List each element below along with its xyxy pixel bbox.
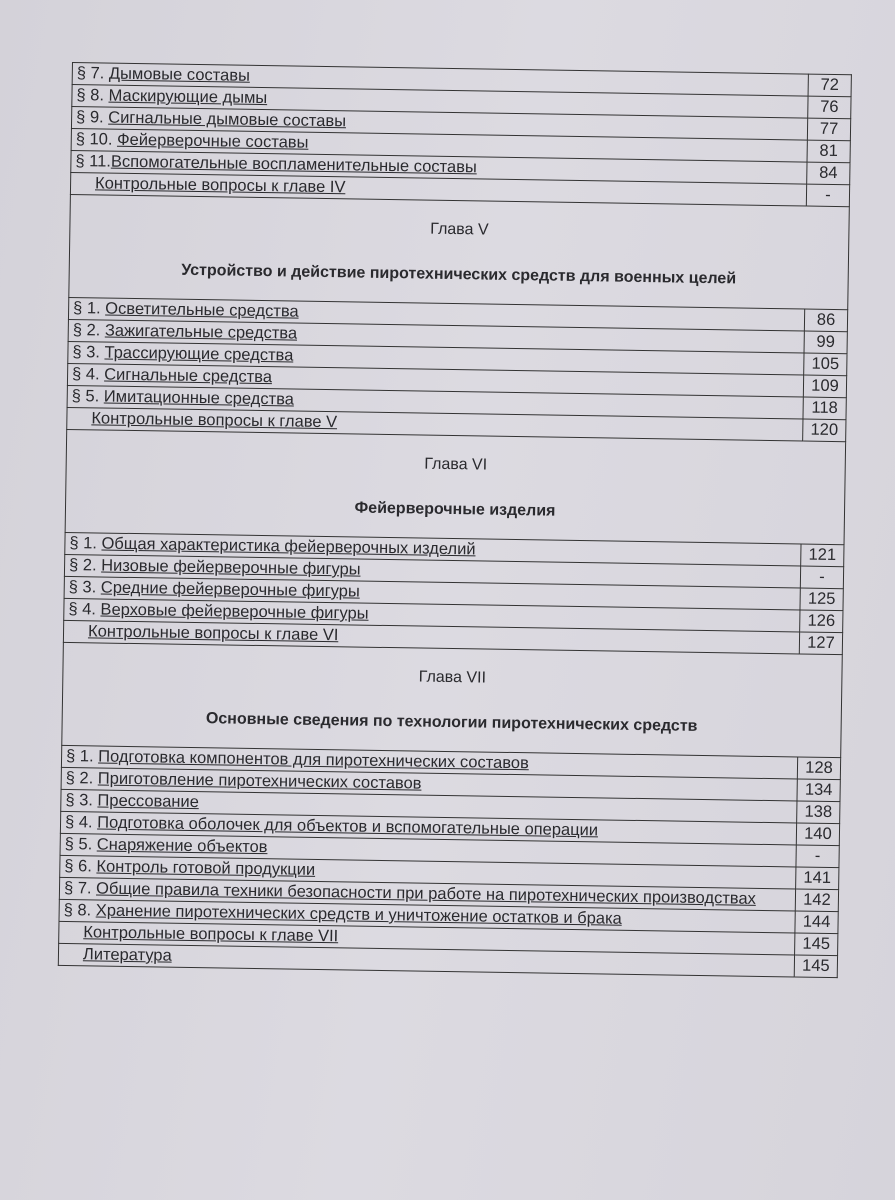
chapter-number: Глава VI — [424, 455, 488, 474]
section-number: § 3. — [65, 790, 98, 810]
chapter-title: Устройство и действие пиротехнических средств для военных целей — [181, 261, 737, 288]
section-number: § 5. — [71, 387, 104, 406]
page-number: 141 — [796, 867, 839, 890]
page-number: 127 — [799, 632, 842, 655]
page-number: 99 — [804, 331, 847, 354]
section-number: § 6. — [64, 856, 97, 876]
page-number: - — [796, 845, 839, 868]
section-number: § 7. — [76, 64, 110, 83]
chapter-number: Глава V — [430, 220, 489, 239]
page-number: 121 — [801, 544, 844, 567]
table-of-contents — [58, 62, 852, 978]
chapter-title: Основные сведения по технологии пиротехнических средств — [205, 710, 698, 735]
page-number: 118 — [803, 397, 846, 420]
section-number: § 4. — [64, 812, 98, 832]
toc-entry-link[interactable]: Верховые фейерверочные фигуры — [100, 600, 369, 623]
toc-entry-link[interactable]: Общие правила техники безопасности при работе на пиротехнических производствах — [95, 879, 757, 908]
section-number: § 7. — [63, 878, 97, 898]
toc-entry-link[interactable]: Литература — [82, 945, 172, 965]
chapter-number: Глава VII — [418, 668, 487, 687]
toc-entry-link[interactable]: Контроль готовой продукции — [96, 857, 316, 879]
toc-entry-link[interactable]: Снаряжение объектов — [96, 835, 268, 857]
toc-entry-link[interactable]: Маскирующие дымы — [108, 86, 268, 108]
section-number: § 1. — [65, 746, 99, 766]
page-number: 76 — [808, 96, 851, 119]
toc-entry-link[interactable]: Сигнальные дымовые составы — [108, 108, 347, 131]
toc-entry-link[interactable]: Фейерверочные составы — [116, 130, 309, 152]
page-number: 138 — [797, 801, 840, 824]
toc-entry-link[interactable]: Осветительные средства — [105, 299, 299, 321]
chapter-header — [69, 194, 850, 309]
page-number: 128 — [797, 757, 840, 780]
toc-entry-link[interactable]: Средние фейерверочные фигуры — [100, 578, 360, 601]
section-number: § 2. — [65, 768, 98, 788]
page-number: 145 — [795, 933, 838, 956]
chapter-header-row — [69, 194, 850, 309]
section-number: § 2. — [72, 321, 106, 340]
page-number: 125 — [800, 588, 843, 611]
page-number: 109 — [803, 375, 846, 398]
page-number: 86 — [804, 309, 847, 332]
page-number: 77 — [807, 118, 850, 141]
toc-entry-link[interactable]: Хранение пиротехнических средств и уничтожение остатков и брака — [95, 901, 622, 928]
toc-entry-link[interactable]: Зажигательные средства — [104, 321, 298, 343]
section-number: § 3. — [72, 343, 105, 362]
chapter-header — [62, 642, 843, 757]
section-number: § 10. — [75, 130, 118, 149]
page-number: - — [800, 566, 843, 589]
section-number: § 8. — [63, 900, 96, 920]
section-number: § 4. — [71, 365, 105, 384]
toc-entry-link[interactable]: Дымовые составы — [108, 64, 251, 85]
toc-entry-link[interactable]: Подготовка оболочек для объектов и вспомогательные операции — [97, 813, 599, 840]
page-number: 145 — [794, 955, 837, 978]
chapter-title: Фейерверочные изделия — [354, 499, 556, 520]
section-number: § 3. — [68, 578, 101, 597]
page-number: 134 — [797, 779, 840, 802]
toc-entry-link[interactable]: Трассирующие средства — [104, 343, 294, 365]
page-number: 142 — [795, 889, 838, 912]
section-number: § 9. — [75, 108, 109, 127]
page-number: 105 — [804, 353, 847, 376]
page-number: 140 — [796, 823, 839, 846]
toc-entry-link[interactable]: Низовые фейерверочные фигуры — [101, 556, 361, 579]
toc-entry-link[interactable]: Прессование — [97, 791, 199, 812]
section-number: § 5. — [64, 834, 97, 854]
section-number: § 4. — [68, 600, 101, 619]
chapter-header-row — [62, 642, 843, 757]
section-number: § 11. — [75, 152, 112, 171]
page-number: 81 — [807, 140, 850, 163]
page-number: 84 — [807, 162, 850, 185]
section-number: § 1. — [69, 534, 102, 553]
page-number: 126 — [800, 610, 843, 633]
toc-entry-link[interactable]: Контрольные вопросы к главе VII — [83, 923, 339, 946]
chapter-header-row — [65, 429, 846, 544]
section-number: § 1. — [72, 299, 106, 318]
page-number: 120 — [803, 419, 846, 442]
page-number: - — [806, 184, 849, 207]
toc-entry-link[interactable]: Вспомогательные воспламенительные составы — [110, 152, 477, 177]
toc-entry-link[interactable]: Контрольные вопросы к главе VI — [87, 622, 339, 645]
toc-entry-link[interactable]: Контрольные вопросы к главе V — [91, 409, 338, 432]
chapter-header — [65, 429, 846, 544]
toc-entry-link[interactable]: Приготовление пиротехнических составов — [97, 769, 422, 793]
toc-entry-link[interactable]: Имитационные средства — [103, 387, 295, 409]
section-number: § 8. — [76, 86, 109, 105]
toc-entry-link[interactable]: Контрольные вопросы к главе IV — [94, 174, 346, 197]
toc-entry-link[interactable]: Сигнальные средства — [104, 365, 273, 387]
page-number: 144 — [795, 911, 838, 934]
page-number: 72 — [808, 74, 851, 97]
toc-entry-link[interactable]: Общая характеристика фейерверочных изделий — [101, 534, 476, 559]
section-number: § 2. — [68, 556, 102, 575]
toc-entry-link[interactable]: Подготовка компонентов для пиротехнических составов — [98, 747, 529, 773]
